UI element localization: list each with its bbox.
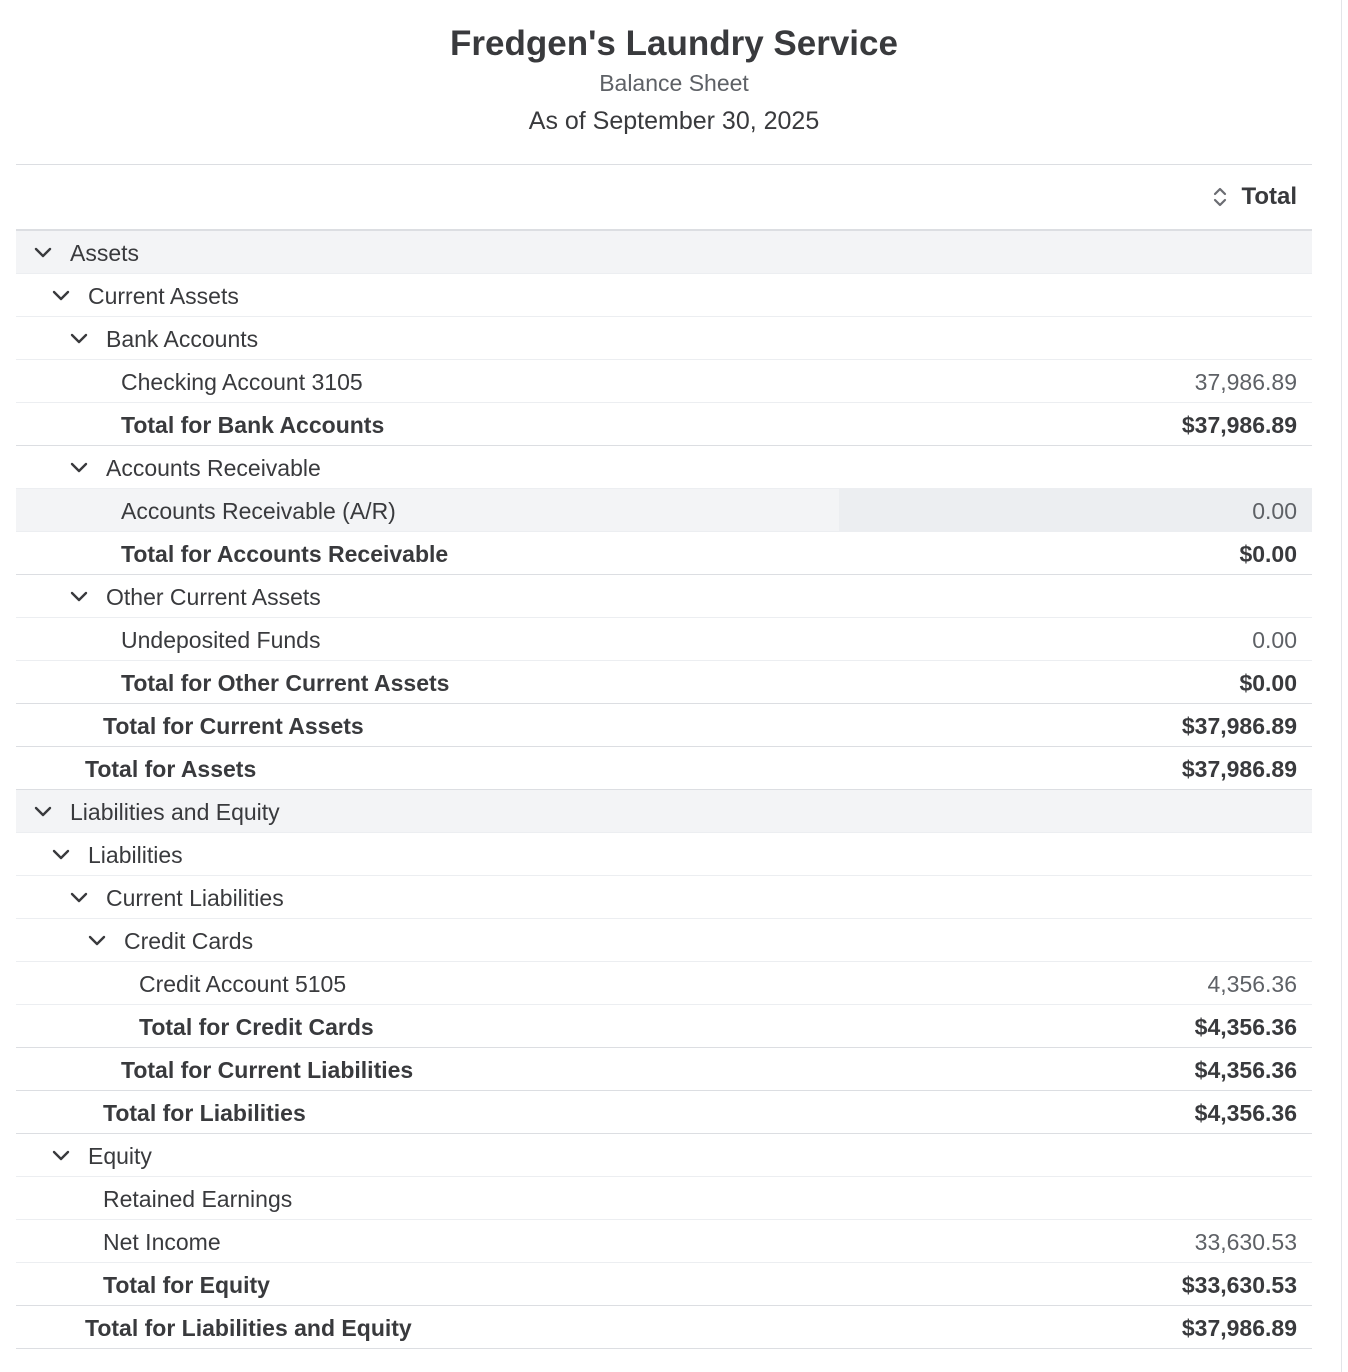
account-row — [16, 618, 1312, 661]
account-row — [16, 962, 1312, 1005]
row-amount[interactable]: 37,986.89 — [1194, 369, 1297, 395]
report-date: As of September 30, 2025 — [528, 107, 820, 135]
row-label — [121, 661, 449, 704]
row-label — [70, 317, 258, 360]
row-label-text[interactable]: Undeposited Funds — [121, 626, 321, 653]
table-body — [16, 231, 1312, 1349]
row-amount: $0.00 — [1239, 541, 1297, 567]
row-amount: $37,986.89 — [1181, 412, 1297, 438]
total-column-label: Total — [1241, 183, 1297, 210]
group-row[interactable] — [16, 274, 1312, 317]
chevron-down-icon[interactable] — [34, 806, 52, 818]
chevron-down-icon[interactable] — [70, 892, 88, 904]
row-label — [85, 1306, 412, 1349]
row-label-text: Total for Liabilities — [103, 1099, 306, 1126]
scroll-edge — [1341, 0, 1342, 1372]
total-row — [16, 1263, 1312, 1306]
row-label-text: Current Liabilities — [106, 884, 284, 911]
row-label — [121, 1048, 413, 1091]
row-label-text: Credit Cards — [124, 927, 254, 954]
report-header — [0, 0, 1348, 140]
total-row — [16, 661, 1312, 704]
row-label — [103, 1091, 306, 1134]
row-label — [139, 962, 346, 1005]
row-label-text: Other Current Assets — [106, 583, 321, 610]
row-amount[interactable]: 4,356.36 — [1207, 971, 1297, 997]
row-amount: $4,356.36 — [1194, 1057, 1297, 1083]
row-label — [34, 231, 139, 274]
row-label-text: Total for Other Current Assets — [121, 669, 450, 696]
row-label — [121, 403, 384, 446]
row-label-text: Total for Liabilities and Equity — [85, 1314, 412, 1341]
report-name: Balance Sheet — [599, 70, 749, 96]
row-amount[interactable]: 0.00 — [1252, 498, 1297, 524]
row-label — [88, 919, 253, 962]
total-row — [16, 1048, 1312, 1091]
row-label-text: Equity — [88, 1142, 152, 1169]
section-row[interactable] — [16, 231, 1312, 274]
total-row — [16, 1091, 1312, 1134]
account-row — [16, 1177, 1312, 1220]
chevron-down-icon[interactable] — [70, 333, 88, 345]
total-row — [16, 1005, 1312, 1048]
row-label-text: Assets — [70, 239, 140, 266]
row-label-text: Accounts Receivable — [106, 454, 321, 481]
row-label-text: Total for Current Assets — [103, 712, 364, 739]
row-label-text[interactable]: Checking Account 3105 — [121, 368, 363, 395]
row-label — [121, 489, 396, 532]
row-amount[interactable]: 33,630.53 — [1194, 1229, 1297, 1255]
row-label-text: Liabilities and Equity — [70, 798, 280, 825]
account-row — [16, 1220, 1312, 1263]
row-label-text: Total for Bank Accounts — [121, 411, 385, 438]
total-row — [16, 1306, 1312, 1349]
row-label — [52, 1134, 152, 1177]
sort-icon[interactable] — [1213, 186, 1227, 208]
row-label — [52, 833, 183, 876]
total-column-header[interactable] — [1213, 165, 1297, 229]
row-label-text[interactable]: Net Income — [103, 1228, 221, 1255]
row-label — [85, 747, 256, 790]
total-row — [16, 532, 1312, 575]
row-label — [103, 1220, 221, 1263]
group-row[interactable] — [16, 575, 1312, 618]
row-label — [70, 575, 321, 618]
row-label-text: Retained Earnings — [103, 1185, 293, 1212]
row-label-text[interactable]: Credit Account 5105 — [139, 970, 347, 997]
row-label — [103, 704, 364, 747]
row-label-text: Total for Equity — [103, 1271, 270, 1298]
row-label-text[interactable]: Accounts Receivable (A/R) — [121, 497, 396, 524]
account-row — [16, 360, 1312, 403]
row-amount: $37,986.89 — [1181, 713, 1297, 739]
section-row[interactable] — [16, 790, 1312, 833]
chevron-down-icon[interactable] — [52, 290, 70, 302]
row-label — [52, 274, 239, 317]
row-label — [103, 1263, 270, 1306]
row-amount[interactable]: 0.00 — [1252, 627, 1297, 653]
total-row — [16, 747, 1312, 790]
row-label — [121, 618, 320, 661]
row-label — [103, 1177, 292, 1220]
group-row[interactable] — [16, 833, 1312, 876]
row-amount: $4,356.36 — [1194, 1014, 1297, 1040]
company-name: Fredgen's Laundry Service — [450, 24, 898, 63]
row-label-text: Liabilities — [88, 841, 183, 868]
row-label — [121, 360, 363, 403]
row-amount: $33,630.53 — [1181, 1272, 1297, 1298]
row-label-text: Total for Accounts Receivable — [121, 540, 449, 567]
row-label-text: Total for Credit Cards — [139, 1013, 374, 1040]
row-label-text: Total for Current Liabilities — [121, 1056, 414, 1083]
chevron-down-icon[interactable] — [70, 462, 88, 474]
group-row[interactable] — [16, 1134, 1312, 1177]
group-row[interactable] — [16, 919, 1312, 962]
column-header-row — [16, 165, 1312, 231]
total-row — [16, 704, 1312, 747]
chevron-down-icon[interactable] — [88, 935, 106, 947]
chevron-down-icon[interactable] — [52, 1150, 70, 1162]
chevron-down-icon[interactable] — [52, 849, 70, 861]
balance-sheet-table — [16, 164, 1312, 1349]
group-row[interactable] — [16, 876, 1312, 919]
row-label — [70, 446, 321, 489]
amount-cell-highlight — [839, 489, 1312, 531]
group-row[interactable] — [16, 317, 1312, 360]
total-row — [16, 403, 1312, 446]
group-row[interactable] — [16, 446, 1312, 489]
row-label — [121, 532, 448, 575]
chevron-down-icon[interactable] — [34, 247, 52, 259]
row-amount: $37,986.89 — [1181, 756, 1297, 782]
account-row — [16, 489, 1312, 532]
row-amount: $4,356.36 — [1194, 1100, 1297, 1126]
row-amount: $0.00 — [1239, 670, 1297, 696]
row-label-text: Current Assets — [88, 282, 239, 309]
row-amount: $37,986.89 — [1181, 1315, 1297, 1341]
row-label-text: Bank Accounts — [106, 325, 259, 352]
row-label — [139, 1005, 374, 1048]
row-label — [70, 876, 284, 919]
row-label — [34, 790, 280, 833]
row-label-text: Total for Assets — [85, 755, 257, 782]
chevron-down-icon[interactable] — [70, 591, 88, 603]
